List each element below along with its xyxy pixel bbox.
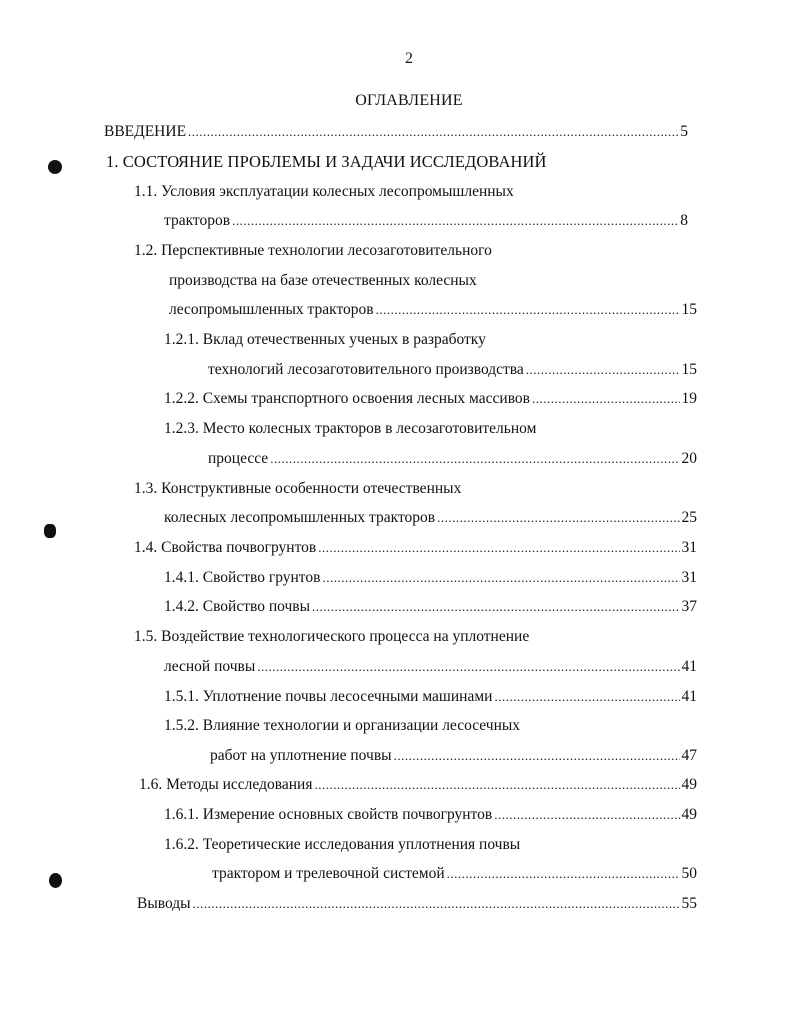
- toc-entry-text: 1.2.2. Схемы транспортного освоения лесных массивов: [164, 390, 530, 407]
- dot-leader: [257, 656, 679, 678]
- toc-entry-text: 1.2.1. Вклад отечественных ученых в разработку: [164, 331, 486, 348]
- toc-entry-text: 1.3. Конструктивные особенности отечественных: [134, 480, 462, 497]
- toc-entry-text: лесной почвы: [164, 658, 256, 675]
- toc-entry-text: 1. СОСТОЯНИЕ ПРОБЛЕМЫ И ЗАДАЧИ ИССЛЕДОВАНИЙ: [106, 152, 547, 171]
- scan-mark: [49, 873, 62, 888]
- toc-entry: [164, 715, 520, 737]
- toc-entry-page: 55: [681, 895, 697, 912]
- dot-leader: [232, 210, 678, 232]
- toc-entry: [134, 240, 492, 262]
- dot-leader: [322, 567, 679, 589]
- toc-entry-page: 20: [681, 450, 697, 467]
- dot-leader: [394, 745, 680, 767]
- toc-entry: [164, 418, 536, 440]
- dot-leader: [494, 804, 679, 826]
- toc-entry: [134, 626, 529, 648]
- dot-leader: [318, 537, 679, 559]
- toc-entry: [104, 121, 688, 143]
- toc-entry: [169, 270, 477, 292]
- toc-entry-text: ВВЕДЕНИЕ: [104, 123, 187, 140]
- dot-leader: [437, 507, 679, 529]
- toc-entry: [164, 804, 697, 826]
- toc-entry: [164, 834, 520, 856]
- toc-entry-page: 37: [681, 598, 697, 615]
- toc-entry-page: 31: [681, 569, 697, 586]
- toc-entry-page: 50: [681, 865, 697, 882]
- toc-entry-page: 31: [681, 539, 697, 556]
- toc-entry-page: 47: [681, 747, 697, 764]
- toc-entry-page: 5: [680, 123, 688, 140]
- toc-entry: [137, 893, 697, 915]
- toc-entry: [106, 151, 547, 173]
- page-number: 2: [405, 50, 413, 67]
- toc-title: ОГЛАВЛЕНИЕ: [355, 92, 463, 109]
- toc-entry: [139, 774, 697, 796]
- toc-entry: [164, 388, 697, 410]
- toc-entry-text: лесопромышленных тракторов: [169, 301, 374, 318]
- toc-entry: [208, 359, 697, 381]
- toc-entry-text: трактором и трелевочной системой: [212, 865, 445, 882]
- toc-entry-page: 25: [681, 509, 697, 526]
- toc-entry-text: процессе: [208, 450, 269, 467]
- toc-entry-page: 49: [681, 776, 697, 793]
- toc-entry: [210, 745, 697, 767]
- toc-entry-text: 1.4.2. Свойство почвы: [164, 598, 311, 615]
- toc-entry-text: 1.2. Перспективные технологии лесозаготовительного: [134, 242, 492, 259]
- toc-entry: [169, 299, 697, 321]
- toc-entry-text: 1.2.3. Место колесных тракторов в лесозаготовительном: [164, 420, 537, 437]
- toc-entry-text: колесных лесопромышленных тракторов: [164, 509, 436, 526]
- toc-entry-text: 1.4. Свойства почвогрунтов: [134, 539, 317, 556]
- toc-entry-text: 1.6.1. Измерение основных свойств почвогрунтов: [164, 806, 493, 823]
- toc-entry-text: 1.5.2. Влияние технологии и организации лесосечных: [164, 717, 521, 734]
- dot-leader: [314, 774, 679, 796]
- dot-leader: [312, 596, 679, 618]
- toc-entry: [134, 181, 514, 203]
- toc-entry: [164, 596, 697, 618]
- dot-leader: [447, 863, 680, 885]
- toc-entry: [164, 567, 697, 589]
- dot-leader: [526, 359, 680, 381]
- toc-entry-page: 41: [681, 688, 697, 705]
- toc-entry: [164, 507, 697, 529]
- toc-entry-text: 1.6. Методы исследования: [139, 776, 313, 793]
- toc-entry-page: 15: [681, 301, 697, 318]
- toc-entry-text: технологий лесозаготовительного производства: [208, 361, 524, 378]
- dot-leader: [188, 121, 678, 143]
- toc-entry: [164, 656, 697, 678]
- toc-entry-page: 19: [681, 390, 697, 407]
- toc-entry-page: 49: [681, 806, 697, 823]
- toc-entry-text: 1.1. Условия эксплуатации колесных лесопромышленных: [134, 183, 514, 200]
- toc-entry-text: Выводы: [137, 895, 191, 912]
- toc-entry: [134, 537, 697, 559]
- toc-entry: [212, 863, 697, 885]
- toc-entry-page: 41: [681, 658, 697, 675]
- toc-entry: [134, 478, 461, 500]
- toc-entry-text: 1.5.1. Уплотнение почвы лесосечными машинами: [164, 688, 493, 705]
- dot-leader: [532, 388, 680, 410]
- toc-entry-text: 1.5. Воздействие технологического процесса на уплотнение: [134, 628, 530, 645]
- toc-entry-text: тракторов: [164, 212, 231, 229]
- toc-entry: [208, 448, 697, 470]
- toc-entry-text: работ на уплотнение почвы: [210, 747, 392, 764]
- toc-entry-text: производства на базе отечественных колесных: [169, 272, 477, 289]
- toc-entry-page: 15: [681, 361, 697, 378]
- toc-entry: [164, 329, 486, 351]
- toc-entry: [164, 686, 697, 708]
- scan-mark: [44, 524, 56, 538]
- toc-entry-text: 1.6.2. Теоретические исследования уплотнения почвы: [164, 836, 521, 853]
- dot-leader: [270, 448, 679, 470]
- dot-leader: [376, 299, 680, 321]
- dot-leader: [193, 893, 680, 915]
- toc-entry-text: 1.4.1. Свойство грунтов: [164, 569, 321, 586]
- scan-mark: [48, 160, 62, 174]
- toc-entry: [164, 210, 688, 232]
- toc-entry-page: 8: [680, 212, 688, 229]
- dot-leader: [494, 686, 679, 708]
